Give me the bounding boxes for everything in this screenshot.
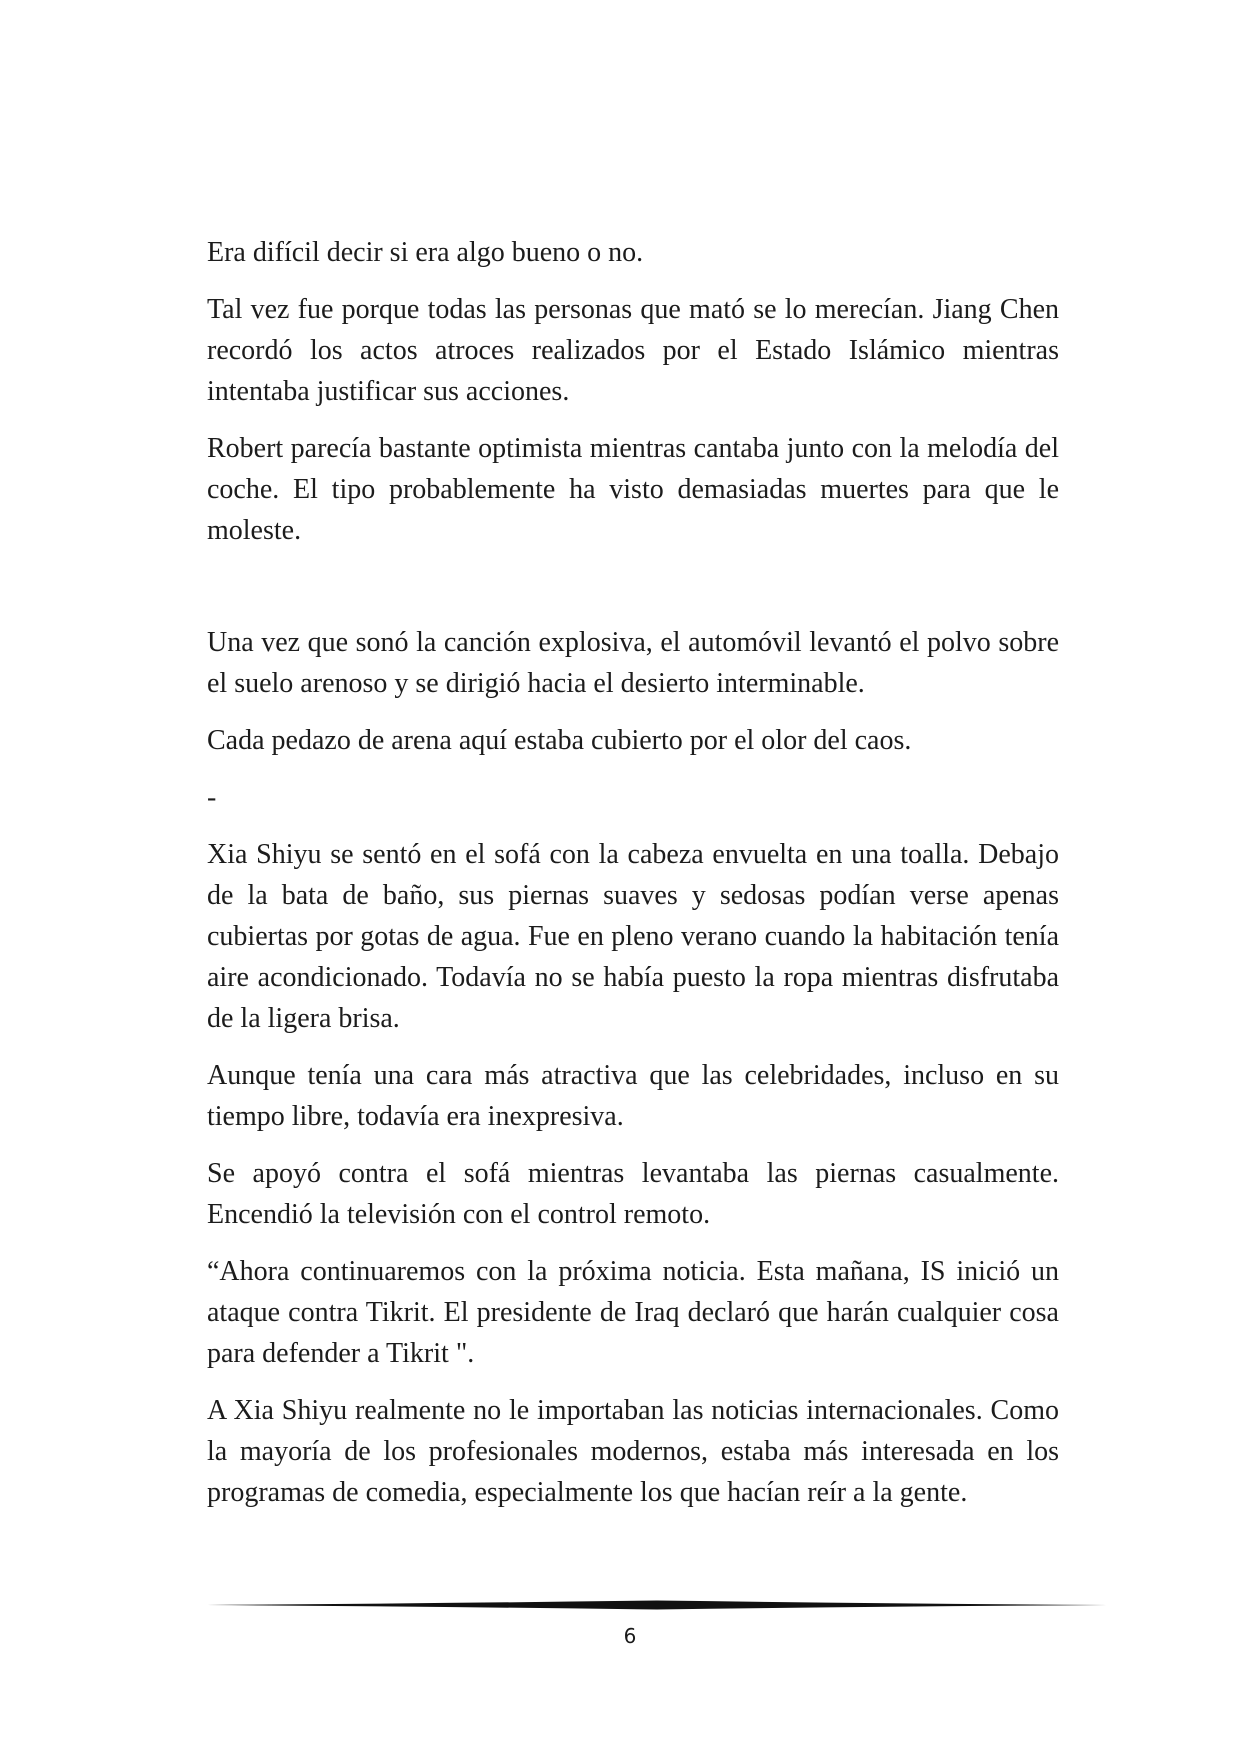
paragraph-8: Se apoyó contra el sofá mientras levantaba las piernas casualmente. Encendió la televisión con el control remoto. [207,1158,1059,1230]
paragraph-9: “Ahora continuaremos con la próxima noticia. Esta mañana, IS inició un ataque contra Tikrit. El presidente de Iraq declaró que harán cualquier cosa para defender a Tikrit ". [207,1256,1059,1369]
paragraph-4: Una vez que sonó la canción explosiva, el automóvil levantó el polvo sobre el suelo arenoso y se dirigió hacia el desierto interminable. [207,627,1059,699]
body-text [207,232,1059,1529]
scene-separator: - [207,782,217,813]
footer-divider [207,1598,1107,1612]
paragraph-10: A Xia Shiyu realmente no le importaban las noticias internacionales. Como la mayoría de los profesionales modernos, estaba más interesada en los programas de comedia, especialmente los que hacían reír a la gente. [207,1395,1059,1508]
paragraph-1: Era difícil decir si era algo bueno o no. [207,237,644,268]
paragraph-2: Tal vez fue porque todas las personas que mató se lo merecían. Jiang Chen recordó los actos atroces realizados por el Estado Islámico mientras intentaba justificar sus acciones. [207,294,1059,407]
page-number: 6 [623,1624,637,1648]
section-gap [207,567,1059,622]
paragraph-3: Robert parecía bastante optimista mientras cantaba junto con la melodía del coche. El tipo probablemente ha visto demasiadas muertes para que le moleste. [207,433,1059,546]
paragraph-6: Xia Shiyu se sentó en el sofá con la cabeza envuelta en una toalla. Debajo de la bata de baño, sus piernas suaves y sedosas podían verse apenas cubiertas por gotas de agua. Fue en pleno verano cuando la habitación tenía aire acondicionado. Todavía no se había puesto la ropa mientras disfrutaba de la ligera brisa. [207,839,1059,1034]
paragraph-5: Cada pedazo de arena aquí estaba cubierto por el olor del caos. [207,725,912,756]
paragraph-7: Aunque tenía una cara más atractiva que las celebridades, incluso en su tiempo libre, todavía era inexpresiva. [207,1060,1059,1132]
